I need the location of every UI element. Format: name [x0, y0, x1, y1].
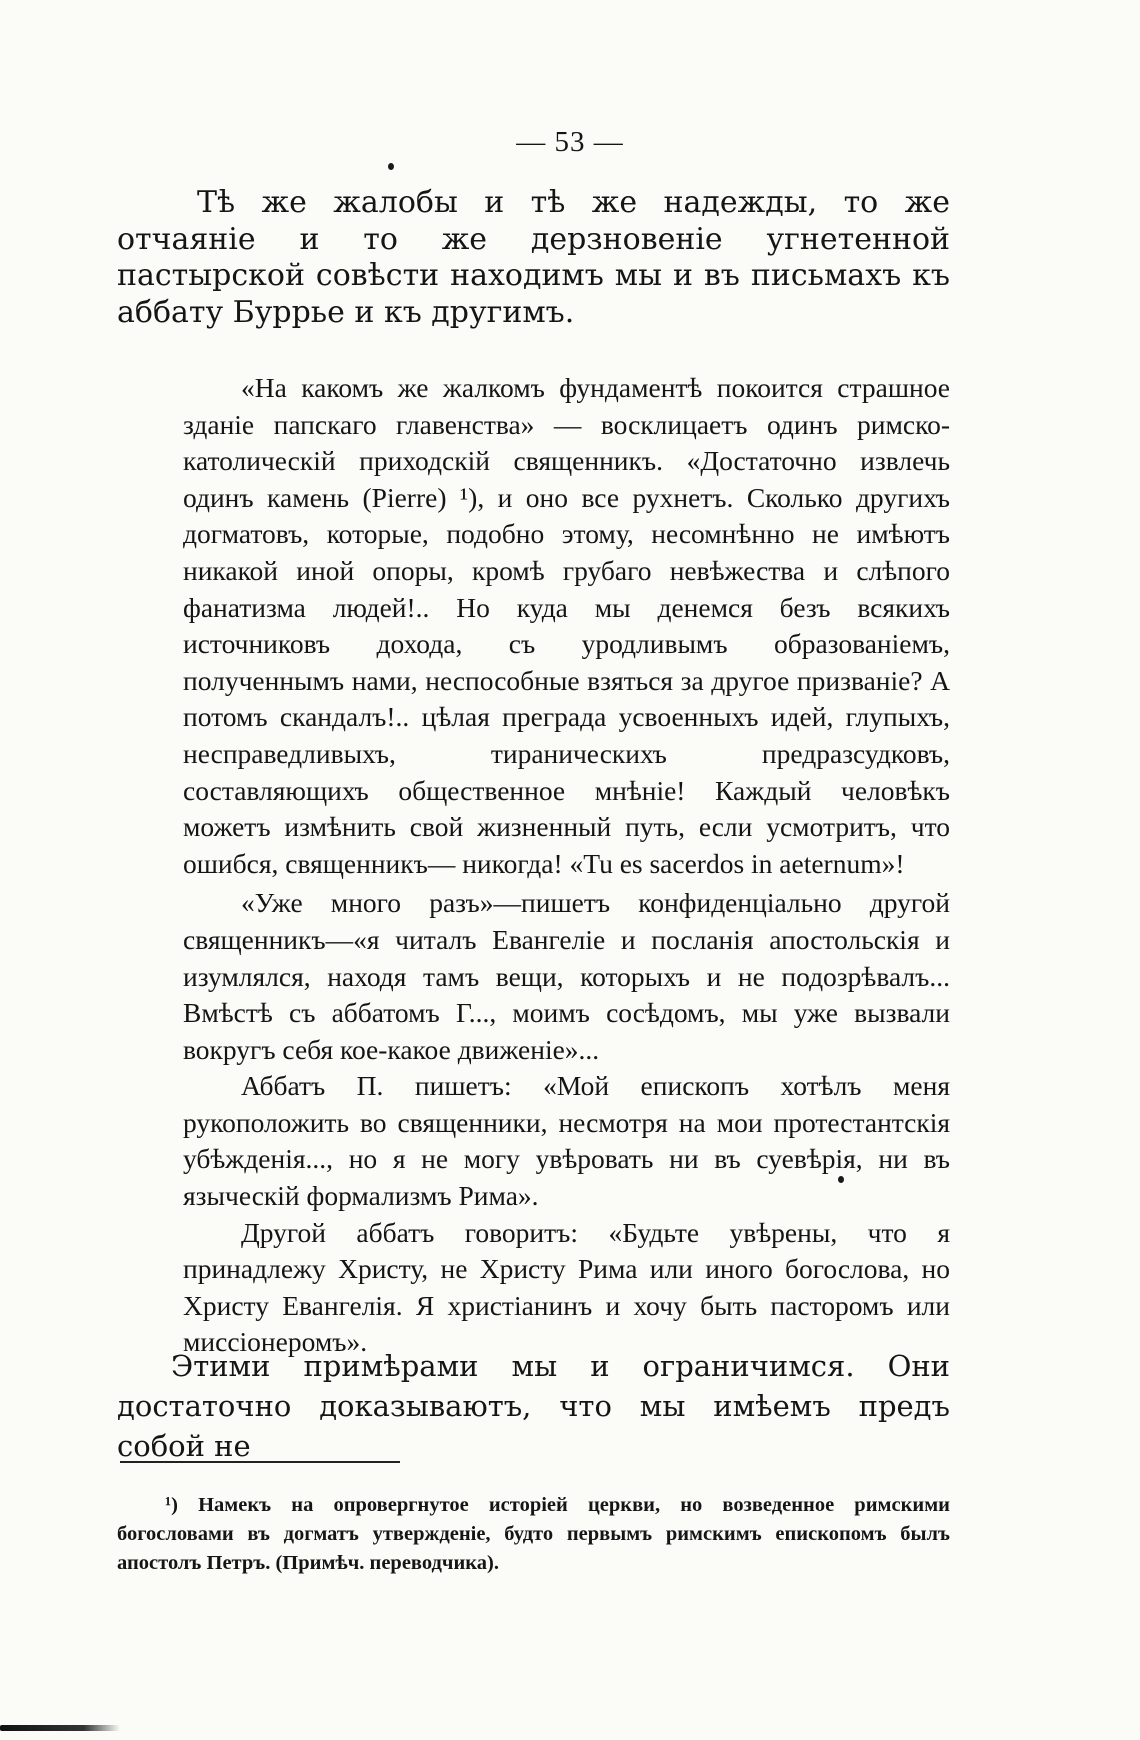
ink-speck — [388, 163, 394, 170]
page-number: — 53 — — [516, 126, 624, 158]
quote-paragraph: Аббатъ П. пишетъ: «Мой епископъ хотѣлъ меня рукоположить во священники, несмотря на мои протестантскія убѣжденія..., но я не могу увѣровать ни въ суевѣрія, ни въ языческій формализмъ Рима». — [183, 1070, 950, 1212]
quote-paragraph: Другой аббатъ говоритъ: «Будьте увѣрены, что я принадлежу Христу, не Христу Рима или иного богослова, но Христу Евангелія. Я христіанинъ и хочу быть пасторомъ или миссіонеромъ». — [183, 1216, 950, 1358]
scan-edge-mark — [0, 1725, 120, 1731]
intro-paragraph: Тѣ же жалобы и тѣ же надежды, то же отчаяніе и то же дерзновеніе угнетенной пастырской совѣсти находимъ мы и въ письмахъ къ аббату Буррье и къ другимъ. — [117, 185, 950, 330]
footnote-separator — [120, 1461, 400, 1463]
footnote: ¹) Намекъ на опровергнутое исторіей церкви, но возведенное римскими богословами въ догматъ утвержденіе, будто первымъ римскимъ епископомъ былъ апостолъ Петръ. (Примѣч. переводчика). — [117, 1494, 950, 1574]
quoted-letters — [183, 370, 950, 1361]
quote-paragraph: «На какомъ же жалкомъ фундаментѣ покоится страшное зданіе папскаго главенства» — восклицаетъ одинъ римско-католическій приходскій священникъ. «Достаточно извлечь одинъ камень (Pierre) ¹), и оно все рухнетъ. Сколько другихъ догматовъ, которые, подобно этому, несомнѣнно не имѣютъ никакой иной опоры, кромѣ грубаго невѣжества и слѣпого фанатизма людей!.. Но куда мы денемся безъ всякихъ источниковъ дохода, съ уродливымъ образованіемъ, полученнымъ нами, неспособные взяться за другое призваніе? А потомъ скандалъ!.. цѣлая преграда усвоенныхъ идей, глупыхъ, несправедливыхъ, тираническихъ предразсудковъ, составляющихъ общественное мнѣніе! Каждый человѣкъ можетъ измѣнить свой жизненный путь, если усмотритъ, что ошибся, священникъ— никогда! «Tu es sacerdos in aeternum»! — [183, 372, 950, 879]
closing-paragraph: Этими примѣрами мы и ограничимся. Они достаточно доказываютъ, что мы имѣемъ предъ собой не — [117, 1349, 950, 1463]
quote-paragraph: «Уже много разъ»—пишетъ конфиденціально другой священникъ—«я читалъ Евангеліе и посланія апостольскія и изумлялся, находя тамъ вещи, которыхъ и не подозрѣвалъ... Вмѣстѣ съ аббатомъ Г..., моимъ сосѣдомъ, мы уже вызвали вокругъ себя кое-какое движеніе»... — [183, 887, 950, 1065]
